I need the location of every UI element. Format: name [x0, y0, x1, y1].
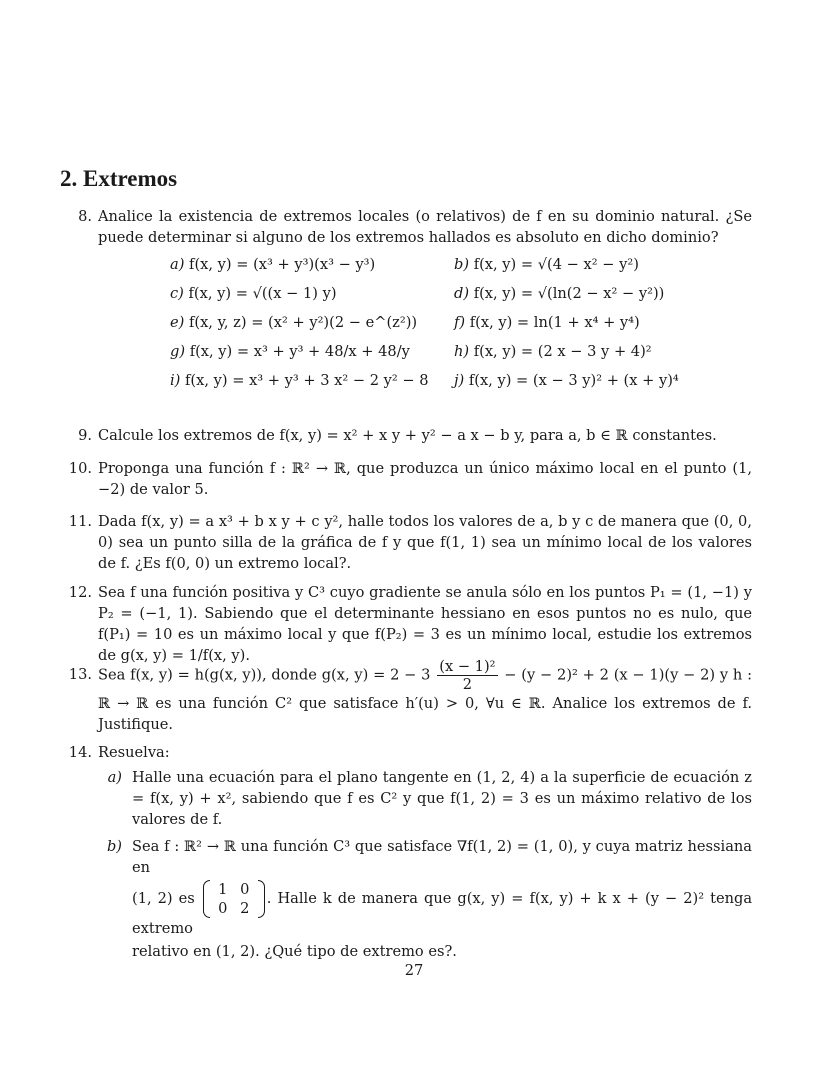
- problem-13-lead: Sea f(x, y) = h(g(x, y)), donde g(x, y) = 2 − 3: [98, 666, 431, 684]
- problem-10: [60, 458, 752, 500]
- problem-13: [60, 658, 752, 735]
- matrix-cell: 1: [218, 881, 228, 898]
- list-item: g) f(x, y) = x³ + y³ + 48/x + 48/y: [170, 343, 410, 360]
- matrix-cell: 2: [240, 900, 250, 917]
- items-row: [170, 337, 730, 366]
- list-item: j) f(x, y) = (x − 3 y)² + (x + y)⁴: [454, 372, 679, 389]
- subitem-line-4: relativo en (1, 2). ¿Qué tipo de extremo es?.: [132, 943, 457, 960]
- problem-number: 14.: [68, 744, 92, 761]
- problem-12: [60, 582, 752, 666]
- matrix-row: [212, 880, 256, 899]
- fraction-denominator: 2: [462, 676, 473, 693]
- items-row: [170, 308, 730, 337]
- problem-number: 11.: [68, 513, 92, 530]
- problem-14-a: [98, 767, 752, 830]
- problem-14-intro: Resuelva:: [98, 744, 170, 761]
- page-number: 27: [404, 962, 424, 979]
- problem-13-tail: − (y − 2)² + 2 (x − 1)(y − 2) y h : ℝ → ℝ es una función C² que satisface h′(u) > 0, ∀u ∈ ℝ. Analice los extremos de f. Justifique.: [98, 666, 752, 733]
- items-row: [170, 279, 730, 308]
- problem-number: 8.: [78, 208, 92, 225]
- problem-8: [60, 206, 752, 248]
- problem-text: Proponga una función f : ℝ² → ℝ, que produzca un único máximo local en el punto (1, −2) de valor 5.: [98, 460, 752, 498]
- subitem-text: [132, 836, 752, 962]
- problem-number: 12.: [68, 584, 92, 601]
- problem-text: Analice la existencia de extremos locales (o relativos) de f en su dominio natural. ¿Se puede determinar si alguno de los extremos hallados es absoluto en dicho dominio?: [98, 208, 752, 246]
- matrix-row: [212, 899, 256, 918]
- subitem-label: a): [107, 769, 122, 786]
- problem-number: 13.: [68, 666, 92, 683]
- list-item: b) f(x, y) = √(4 − x² − y²): [454, 256, 639, 273]
- matrix-cell: 0: [240, 881, 250, 898]
- problem-number: 10.: [68, 460, 92, 477]
- subitem-line-2: [132, 880, 752, 939]
- problem-text: [98, 658, 752, 735]
- subitem-text-2: (1, 2) es: [132, 890, 195, 907]
- list-item: e) f(x, y, z) = (x² + y²)(2 − e^(z²)): [170, 314, 418, 331]
- problem-14-b: [98, 836, 752, 962]
- fraction-numerator: (x − 1)²: [439, 658, 496, 675]
- problem-text: Calcule los extremos de f(x, y) = x² + x y + y² − a x − b y, para a, b ∈ ℝ constantes.: [98, 427, 717, 444]
- problem-text: Sea f una función positiva y C³ cuyo gradiente se anula sólo en los puntos P₁ = (1, −1) y P₂ = (−1, 1). Sabiendo que el determinante hessiano en esos puntos no es nulo, que f(P₁) = 10 es un máximo local y que f(P₂) = 3 es un mínimo local, estudie los extremos de g(x, y) = 1/f(x, y).: [98, 584, 752, 664]
- items-row: [170, 250, 730, 279]
- fraction: [437, 658, 497, 693]
- list-item: h) f(x, y) = (2 x − 3 y + 4)²: [454, 343, 652, 360]
- items-row: [170, 366, 730, 395]
- problem-9: [60, 425, 752, 446]
- list-item: a) f(x, y) = (x³ + y³)(x³ − y³): [170, 256, 376, 273]
- problem-text: Dada f(x, y) = a x³ + b x y + c y², halle todos los valores de a, b y c de manera que (0, 0, 0) sea un punto silla de la gráfica de f y que f(1, 1) sea un mínimo local de los valores de f. ¿Es f(0, 0) un extremo local?.: [98, 513, 752, 572]
- problem-number: 9.: [78, 427, 92, 444]
- list-item: f) f(x, y) = ln(1 + x⁴ + y⁴): [454, 314, 640, 331]
- list-item: c) f(x, y) = √((x − 1) y): [170, 285, 337, 302]
- list-item: d) f(x, y) = √(ln(2 − x² − y²)): [454, 285, 665, 302]
- subitem-line-1: Sea f : ℝ² → ℝ una función C³ que satisface ∇f(1, 2) = (1, 0), y cuya matriz hessiana en: [132, 838, 752, 876]
- subitem-text: Halle una ecuación para el plano tangente en (1, 2, 4) a la superficie de ecuación z = f(x, y) + x², sabiendo que f es C² y que f(1, 2) = 3 es un máximo relativo de los valores de f.: [132, 769, 752, 828]
- matrix-cell: 0: [218, 900, 228, 917]
- hessian-matrix: [203, 880, 265, 918]
- subitem-label: b): [106, 838, 122, 855]
- problem-14: [60, 742, 752, 962]
- list-item: i) f(x, y) = x³ + y³ + 3 x² − 2 y² − 8: [170, 372, 429, 389]
- problem-8-items: [170, 250, 730, 395]
- problem-11: [60, 511, 752, 574]
- problem-text: [98, 742, 752, 962]
- subitem-text-3: . Halle k de manera que g(x, y) = f(x, y) + k x + (y − 2)² tenga extremo: [132, 890, 753, 937]
- section-title: 2. Extremos: [60, 166, 178, 191]
